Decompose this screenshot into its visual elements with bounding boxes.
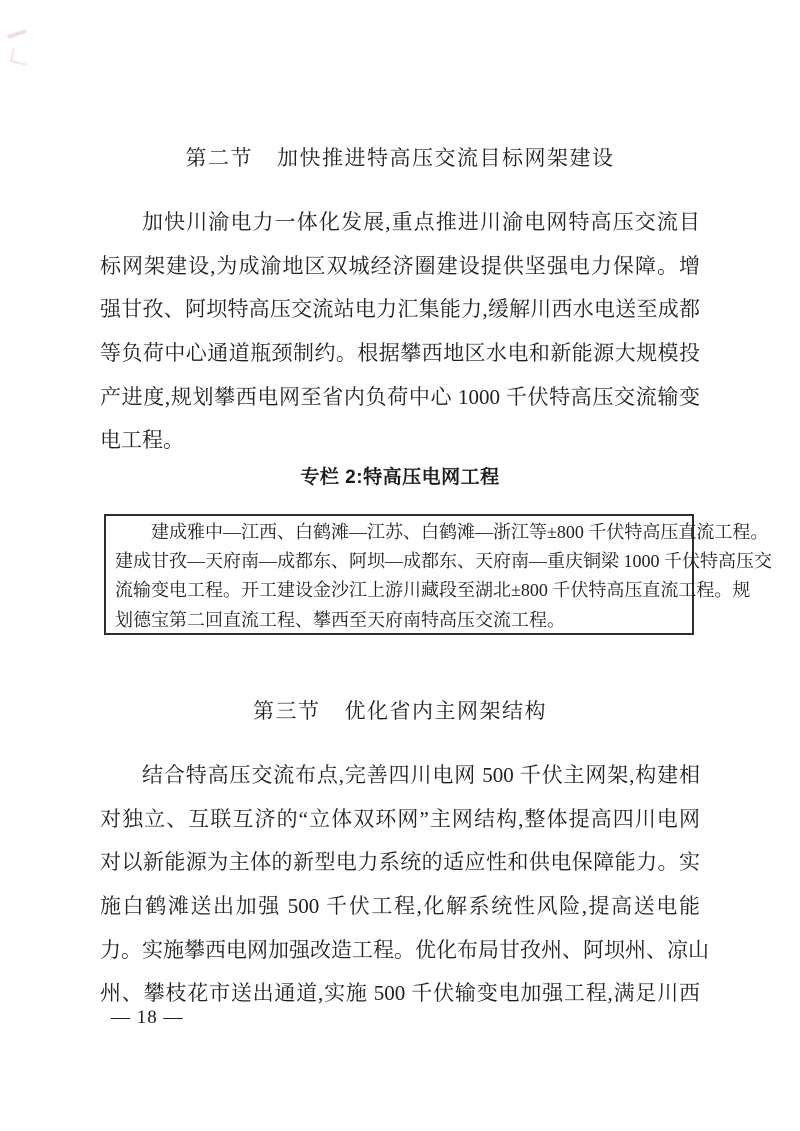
callout-line: 流输变电工程。开工建设金沙江上游川藏段至湖北±800 千伏特高压直流工程。规 [115,580,751,601]
paragraph-line: 产进度,规划攀西电网至省内负荷中心 1000 千伏特高压交流输变 [100,384,700,409]
paragraph-line: 强甘孜、阿坝特高压交流站电力汇集能力,缓解川西水电送至成都 [100,297,700,322]
red-scan-mark-icon [7,29,27,39]
section-2-title: 加快推进特高压交流目标网架建设 [277,146,615,170]
paragraph-line: 州、攀枝花市送出通道,实施 500 千伏输变电加强工程,满足川西 [100,981,700,1006]
section-2-heading [0,143,800,173]
paragraph-line: 对以新能源为主体的新型电力系统的适应性和供电保障能力。实 [100,850,700,875]
red-scan-mark-icon [10,48,30,65]
paragraph-line: 标网架建设,为成渝地区双城经济圈建设提供坚强电力保障。增 [100,253,700,278]
paragraph-line: 加快川渝电力一体化发展,重点推进川渝电网特高压交流目 [142,210,700,234]
section-3-heading [0,696,800,726]
section-3-paragraph [100,754,709,1016]
page-number: — 18 — [111,1007,184,1028]
callout-line: 划德宝第二回直流工程、攀西至天府南特高压交流工程。 [115,609,565,630]
callout-box [104,514,772,635]
paragraph-line: 力。实施攀西电网加强改造工程。优化布局甘孜州、阿坝州、凉山 [100,937,709,962]
paragraph-line: 等负荷中心通道瓶颈制约。根据攀西地区水电和新能源大规模投 [100,341,700,366]
section-3-label: 第三节 [253,699,321,723]
paragraph-line: 结合特高压交流布点,完善四川电网 500 千伏主网架,构建相 [142,763,700,787]
paragraph-line: 电工程。 [100,428,184,453]
paragraph-line: 对独立、互联互济的“立体双环网”主网结构,整体提高四川电网 [100,806,700,831]
callout-line: 建成雅中—江西、白鹤滩—江苏、白鹤滩—浙江等±800 千伏特高压直流工程。 [151,522,769,542]
callout-line: 建成甘孜—天府南—成都东、阿坝—成都东、天府南—重庆铜梁 1000 千伏特高压交 [115,551,772,572]
callout-box-title: 专栏 2:特高压电网工程 [300,467,500,488]
paragraph-line: 施白鹤滩送出加强 500 千伏工程,化解系统性风险,提高送电能 [100,894,700,919]
section-3-title: 优化省内主网架结构 [344,699,547,723]
section-2-paragraph [100,201,700,463]
section-2-label: 第二节 [185,146,253,170]
